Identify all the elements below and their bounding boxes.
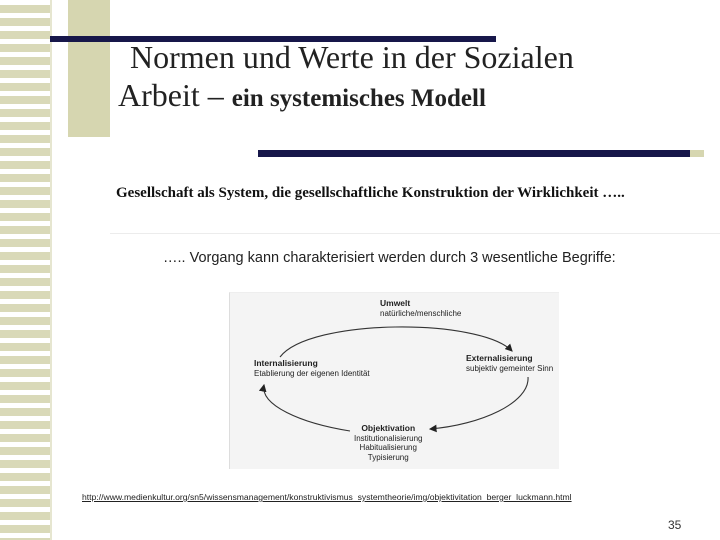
cycle-arc-left bbox=[264, 385, 350, 431]
slide-title bbox=[118, 38, 708, 118]
node-externalisierung bbox=[466, 354, 553, 373]
node-internalisierung-head: Internalisierung bbox=[254, 358, 318, 368]
node-objektivation-item: Habitualisierung bbox=[359, 443, 417, 452]
node-umwelt-sub: natürliche/menschliche bbox=[380, 308, 462, 318]
page-number: 35 bbox=[668, 518, 682, 532]
decorative-stripes bbox=[0, 0, 52, 540]
intro-text: ….. Vorgang kann charakterisiert werden durch 3 wesentliche Begriffe: bbox=[163, 250, 616, 266]
slide-title-line2 bbox=[118, 76, 708, 118]
node-objektivation-head: Objektivation bbox=[361, 423, 416, 433]
node-internalisierung-sub: Etablierung der eigenen Identität bbox=[254, 368, 370, 378]
source-link[interactable]: http://www.medienkultur.org/sn5/wissensmanagement/konstruktivismus_systemtheorie/img/objektivitation_berger_luckmann.html bbox=[82, 492, 572, 502]
cycle-arc-right bbox=[430, 377, 528, 429]
node-objektivation-item: Typisierung bbox=[367, 452, 409, 462]
node-externalisierung-head: Externalisierung bbox=[466, 353, 533, 363]
title-accent-block bbox=[68, 0, 110, 137]
slide-subtitle: Gesellschaft als System, die gesellschaftliche Konstruktion der Wirklichkeit ….. bbox=[116, 185, 625, 201]
node-objektivation-item: Institutionalisierung bbox=[354, 433, 423, 443]
title-bottom-rule bbox=[258, 150, 703, 157]
node-umwelt bbox=[380, 299, 461, 318]
title-bottom-rule-tail bbox=[690, 150, 704, 157]
divider bbox=[110, 233, 720, 234]
node-internalisierung bbox=[254, 359, 370, 378]
node-umwelt-head: Umwelt bbox=[380, 298, 411, 308]
slide-title-line2-main: Arbeit – bbox=[118, 77, 232, 113]
objectivation-cycle-diagram bbox=[229, 292, 559, 469]
slide-title-line1: Normen und Werte in der Sozialen bbox=[130, 39, 574, 75]
node-objektivation bbox=[354, 424, 422, 462]
slide-title-line2-small: ein systemisches Modell bbox=[231, 85, 486, 112]
node-externalisierung-sub: subjektiv gemeinter Sinn bbox=[466, 363, 554, 373]
